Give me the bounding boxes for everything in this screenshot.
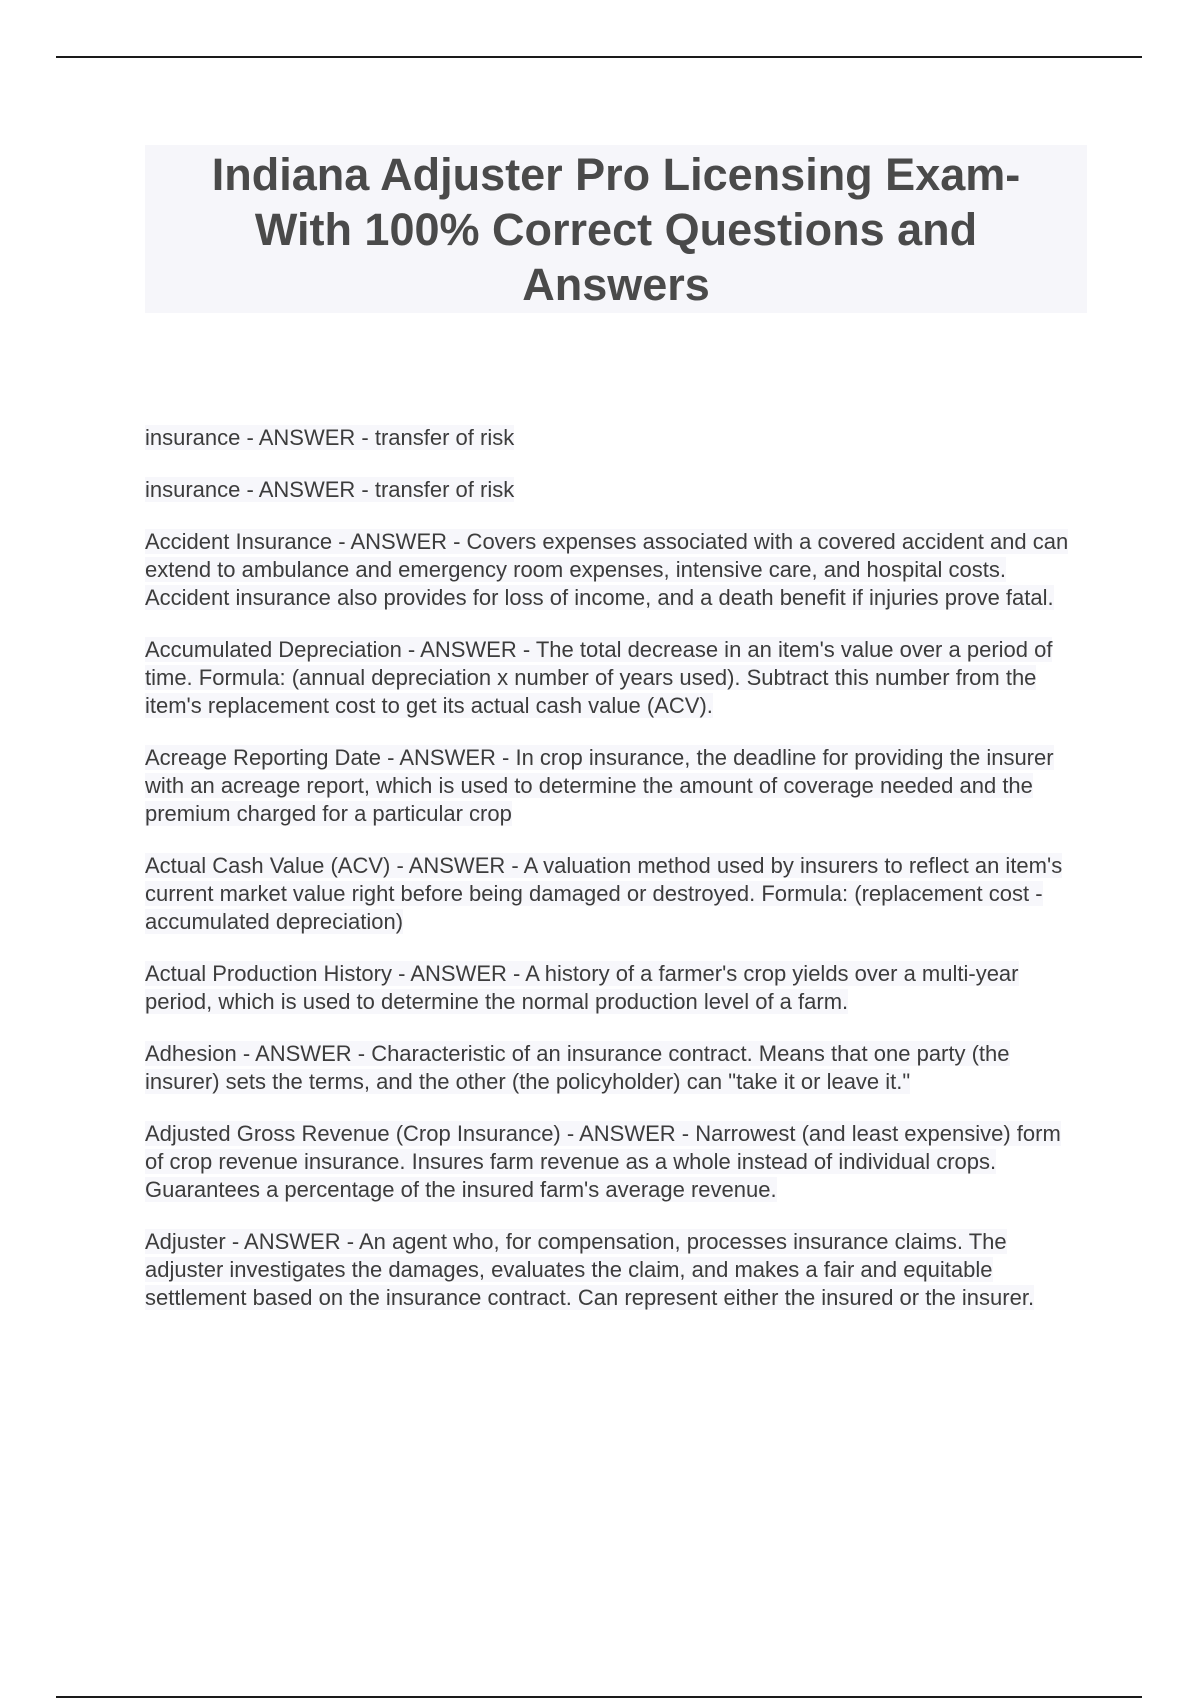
qa-entry-text: insurance - ANSWER - transfer of risk bbox=[145, 425, 515, 450]
title-banner bbox=[145, 145, 1087, 313]
qa-list bbox=[145, 424, 1085, 1336]
qa-entry-text: Adhesion - ANSWER - Characteristic of an insurance contract. Means that one party (the insurer) sets the terms, and the other (the policyholder) can "take it or leave it." bbox=[145, 1041, 1010, 1094]
qa-entry-text: Acreage Reporting Date - ANSWER - In crop insurance, the deadline for providing the insurer with an acreage report, which is used to determine the amount of coverage needed and the premium charged for a particular crop bbox=[145, 745, 1054, 826]
qa-entry bbox=[145, 852, 1085, 936]
qa-entry-text: Accumulated Depreciation - ANSWER - The total decrease in an item's value over a period of time. Formula: (annual depreciation x number of years used). Subtract this number from the item's replacement cost to get its actual cash value (ACV). bbox=[145, 637, 1053, 718]
qa-entry-text: Actual Cash Value (ACV) - ANSWER - A valuation method used by insurers to reflect an item's current market value right before being damaged or destroyed. Formula: (replacement cost - accumulated depreciation) bbox=[145, 853, 1063, 934]
qa-entry bbox=[145, 528, 1085, 612]
qa-entry bbox=[145, 476, 1085, 504]
top-divider bbox=[56, 56, 1142, 58]
qa-entry bbox=[145, 1228, 1085, 1312]
qa-entry bbox=[145, 960, 1085, 1016]
qa-entry-text: Actual Production History - ANSWER - A history of a farmer's crop yields over a multi-year period, which is used to determine the normal production level of a farm. bbox=[145, 961, 1019, 1014]
qa-entry bbox=[145, 636, 1085, 720]
qa-entry-text: insurance - ANSWER - transfer of risk bbox=[145, 477, 515, 502]
qa-entry-text: Adjuster - ANSWER - An agent who, for compensation, processes insurance claims. The adjuster investigates the damages, evaluates the claim, and makes a fair and equitable settlement based on the insurance contract. Can represent either the insured or the insurer. bbox=[145, 1229, 1035, 1310]
qa-entry-text: Accident Insurance - ANSWER - Covers expenses associated with a covered accident and can extend to ambulance and emergency room expenses, intensive care, and hospital costs. Accident insurance also provides for loss of income, and a death benefit if injuries prove fatal. bbox=[145, 529, 1069, 610]
qa-entry bbox=[145, 424, 1085, 452]
bottom-divider bbox=[56, 1696, 1142, 1698]
qa-entry bbox=[145, 744, 1085, 828]
qa-entry-text: Adjusted Gross Revenue (Crop Insurance) - ANSWER - Narrowest (and least expensive) form of crop revenue insurance. Insures farm revenue as a whole instead of individual crops. Guarantees a percentage of the insured farm's average revenue. bbox=[145, 1121, 1061, 1202]
qa-entry bbox=[145, 1120, 1085, 1204]
document-title: Indiana Adjuster Pro Licensing Exam-With 100% Correct Questions and Answers bbox=[211, 148, 1021, 310]
qa-entry bbox=[145, 1040, 1085, 1096]
